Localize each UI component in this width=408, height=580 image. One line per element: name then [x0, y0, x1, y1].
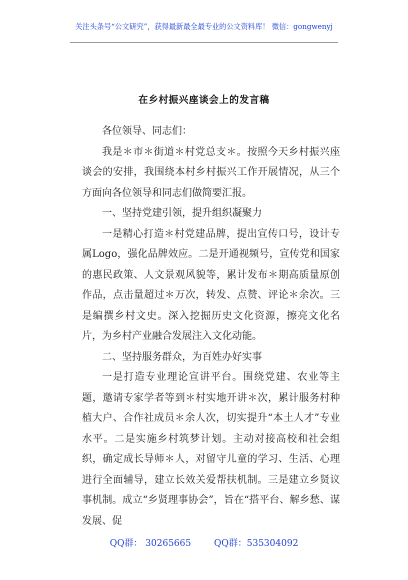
salutation-paragraph: 各位领导、同志们： [102, 126, 192, 137]
document-title: 在乡村振兴座谈会上的发言稿 [138, 95, 270, 106]
section-body-2: 一是打造专业理论宣讲平台。围绕党建、农业等主题，邀请专家学者等到＊村实地开讲＊次，累计服务村种植大户、合作社成员＊余人次，切实提升“本土人才”专业水平。二是实施乡村筑梦计划。主动对接高校和社会组织，确定成长导师＊人，对留守儿童的学习、生活、心理进行全面辅导，建立长效关爱帮扶机制。三是建立乡贤议事机制。成立“乡贤理事协会”，旨在“搭平台、解乡愁、谋发展、促 [82, 372, 340, 527]
qq-group-2: QQ群：535304092 [214, 539, 299, 549]
document-body [82, 118, 340, 532]
header-divider [70, 42, 338, 43]
section-body-1: 一是精心打造＊村党建品牌，提出宣传口号，设计专属Logo，强化品牌效应。二是开通视频号，宣传党和国家的惠民政策、人文景观风貌等，累计发布＊期高质量原创作品，点击量超过＊万次，转发、点赞、评论＊余次。三是编撰乡村文史。深入挖掘历史文化资源，擦亮文化名片，为乡村产业融合发展注入文化动能。 [82, 228, 340, 342]
intro-paragraph: 我是＊市＊街道＊村党总支＊。按照今天乡村振兴座谈会的安排，我围绕本村乡村振兴工作开展情况，从三个方面向各位领导和同志们做简要汇报。 [82, 146, 340, 199]
section-heading-2: 二、坚持服务群众，为百姓办好实事 [102, 351, 262, 363]
qq-group-1: QQ群： 30265665 [109, 539, 192, 549]
header-banner: 关注头条号“公文研究”，获得最新最全最专业的公文资料库！ 微信：gongwenyj [75, 22, 333, 31]
section-heading-1: 一、坚持党建引领，提升组织凝聚力 [102, 208, 262, 219]
footer-qq-groups [0, 536, 408, 549]
